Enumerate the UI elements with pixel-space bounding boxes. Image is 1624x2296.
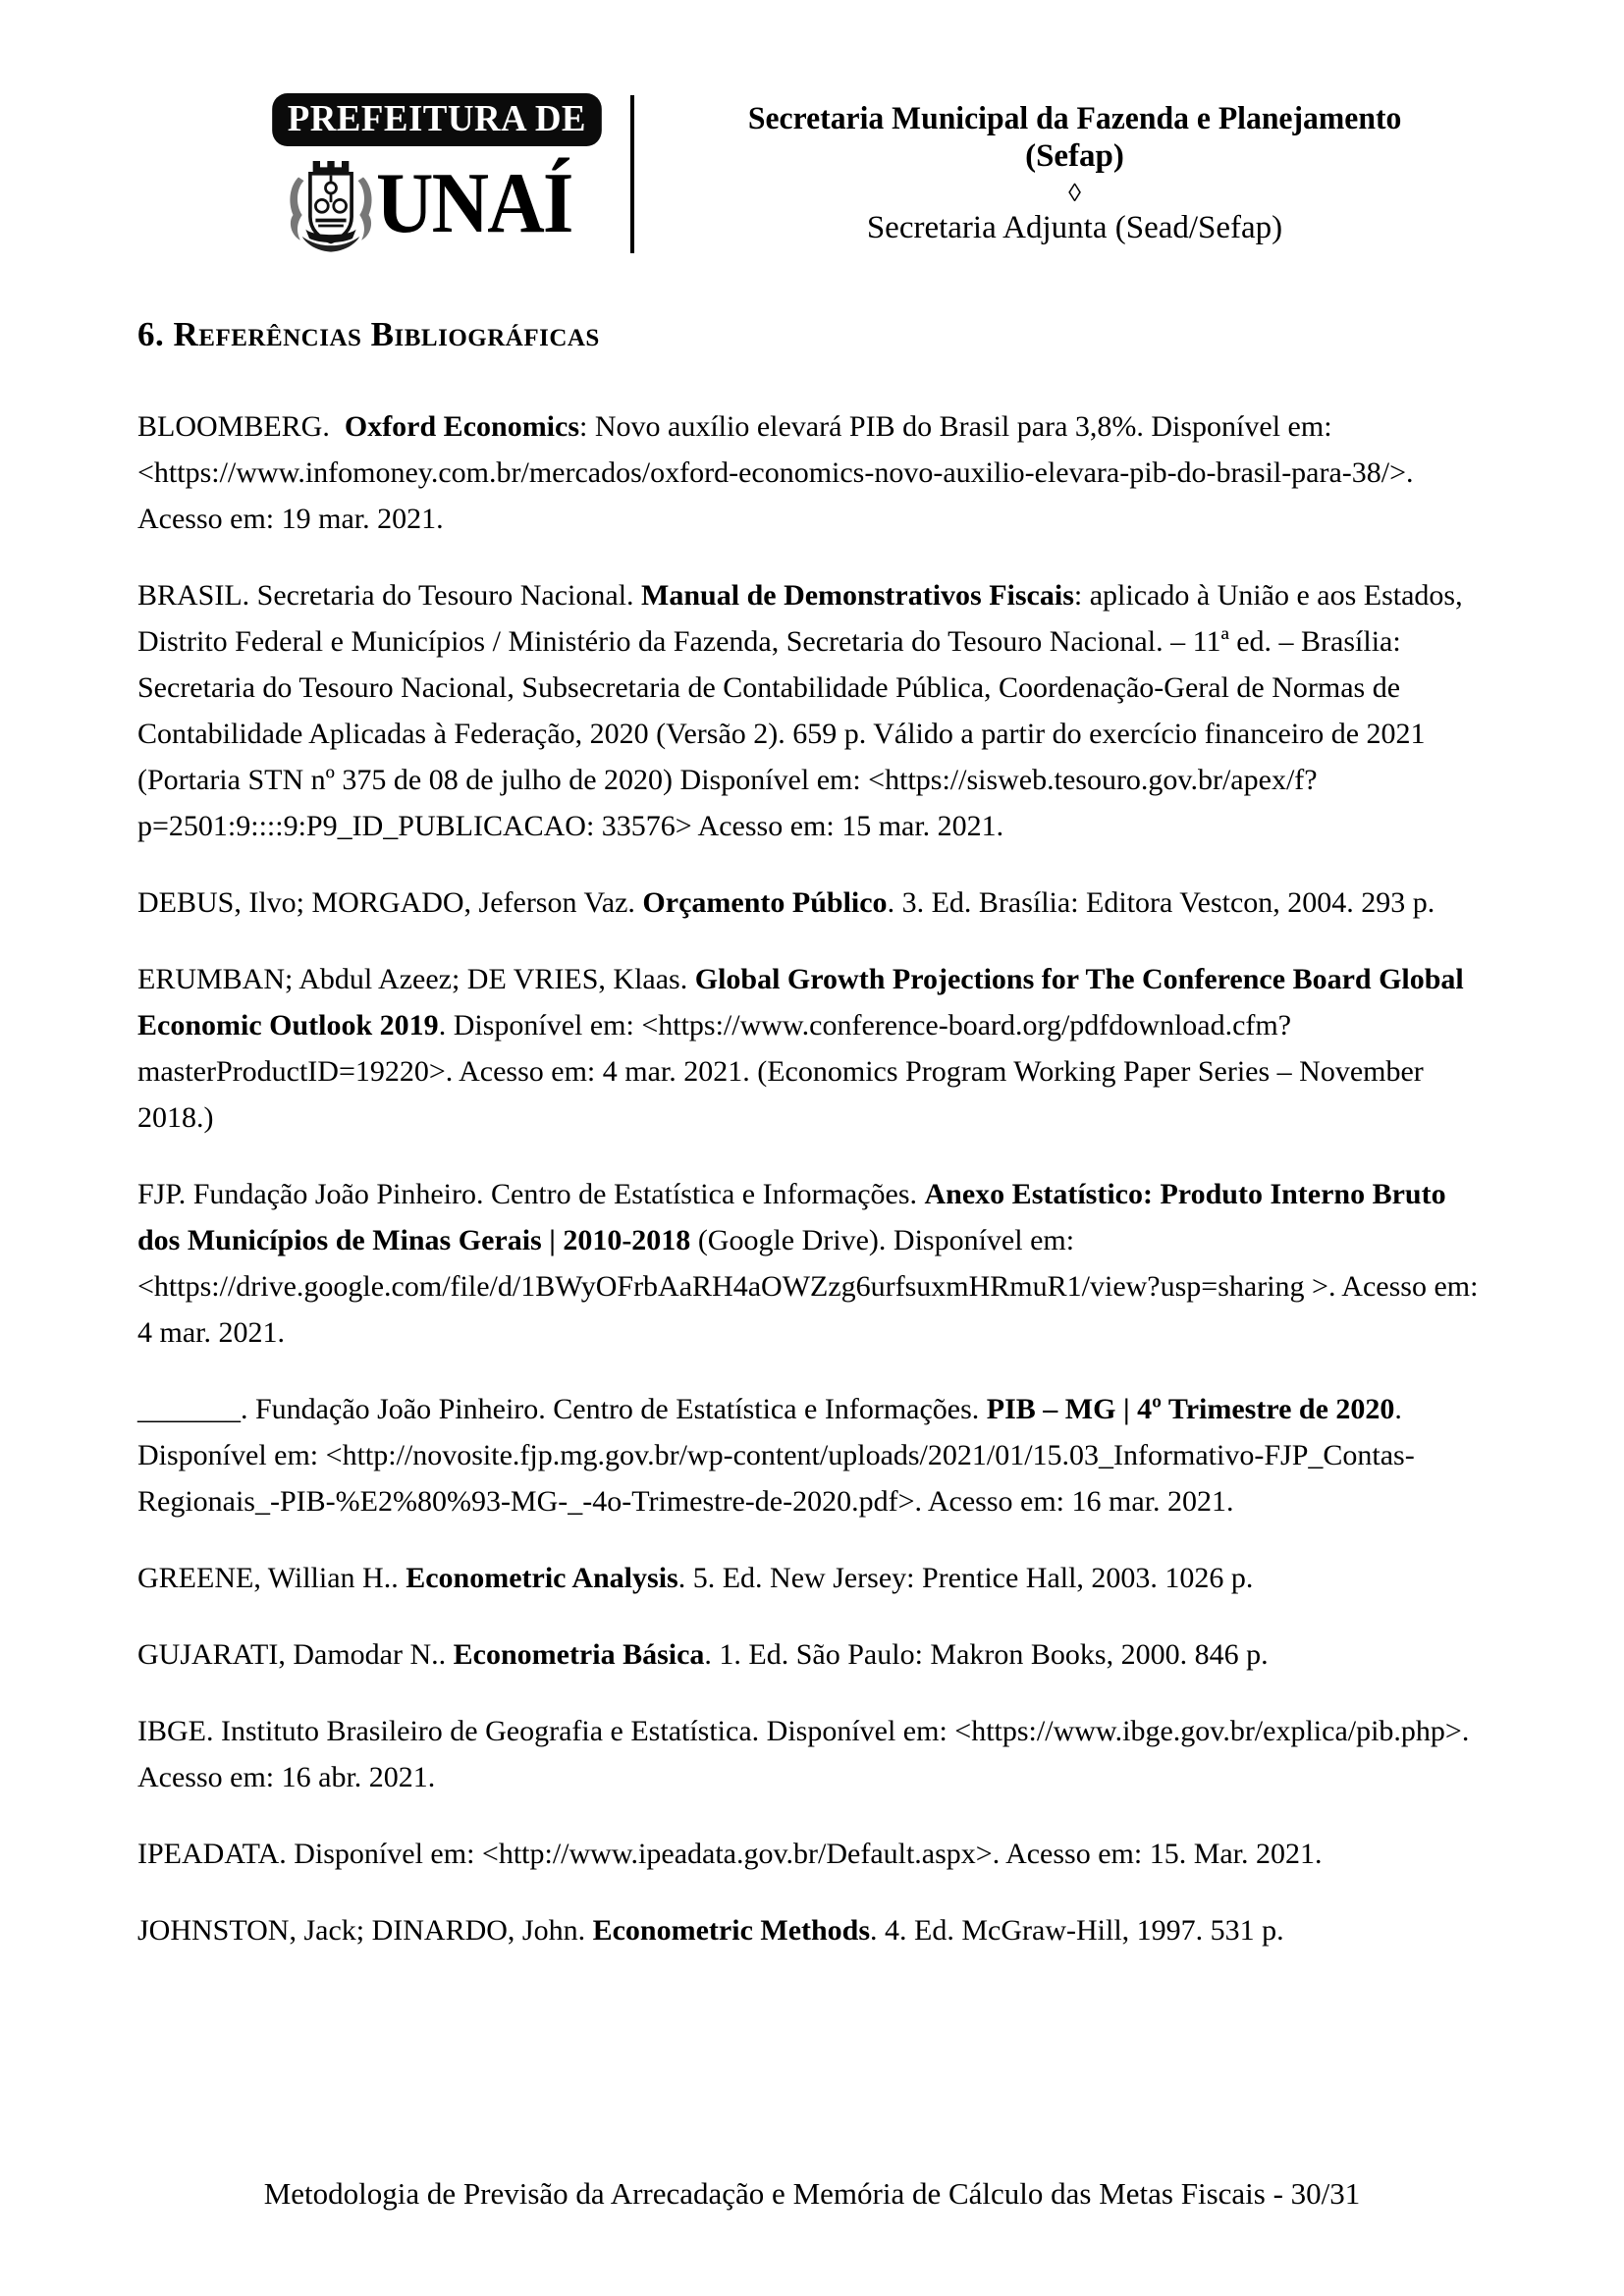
reference-text-segment: . Disponível em: <https://www.conference-board.org/pdfdownload.cfm?masterProductID=19220>. Acesso em: 4 mar. 2021. (Economics Program Working Paper Series – November 2018.) [137, 1008, 1432, 1134]
reference-entry [137, 956, 1488, 1141]
reference-title-segment: PIB – MG | 4º Trimestre de 2020 [986, 1392, 1395, 1425]
reference-text-segment: . 3. Ed. Brasília: Editora Vestcon, 2004. 293 p. [887, 885, 1435, 919]
references-list [137, 403, 1488, 1953]
reference-title-segment: Global Growth Projections for The Conference Board Global Economic Outlook 2019 [137, 962, 1472, 1041]
prefeitura-badge: PREFEITURA DE [272, 93, 601, 146]
department-name: Secretaria Municipal da Fazenda e Planejamento [747, 101, 1402, 136]
reference-title-segment: Econometric Analysis [406, 1561, 678, 1594]
logo-row [286, 150, 589, 258]
reference-text-segment: FJP. Fundação João Pinheiro. Centro de Estatística e Informações. [137, 1177, 925, 1210]
reference-text-segment: . Disponível em: <http://novosite.fjp.mg.gov.br/wp-content/uploads/2021/01/15.03_Informativo-FJP_Contas-Regionais_-PIB-%E2%80%93-MG-_-4o-Trimestre-de-2020.pdf>. Acesso em: 16 mar. 2021. [137, 1392, 1415, 1518]
reference-text-segment: BRASIL. Secretaria do Tesouro Nacional. [137, 578, 642, 612]
reference-entry [137, 1171, 1488, 1356]
reference-text-segment: IBGE. Instituto Brasileiro de Geografia e Estatística. Disponível em: <https://www.ibge.gov.br/explica/pib.php>. Acesso em: 16 abr. 2021. [137, 1714, 1476, 1793]
reference-text-segment: BLOOMBERG. [137, 409, 345, 443]
reference-entry [137, 1386, 1488, 1524]
section-heading: 6. Referências Bibliográficas [137, 315, 600, 353]
header-divider [630, 95, 634, 253]
reference-title-segment: Oxford Economics [344, 409, 580, 443]
reference-entry [137, 1555, 1488, 1601]
city-name: UNAÍ [375, 156, 572, 251]
footer-text: Metodologia de Previsão da Arrecadação e Memória de Cálculo das Metas Fiscais - 30/31 [263, 2175, 1361, 2211]
reference-text-segment: . 1. Ed. São Paulo: Makron Books, 2000. 846 p. [704, 1637, 1269, 1671]
reference-text-segment: : Novo auxílio elevará PIB do Brasil para 3,8%. Disponível em: <https://www.infomoney.com.br/mercados/oxford-economics-novo-auxilio-elevara-pib-do-brasil-para-38/>. Acesso em: 19 mar. 2021. [137, 409, 1420, 535]
reference-text-segment: DEBUS, Ilvo; MORGADO, Jeferson Vaz. [137, 885, 643, 919]
diamond-separator-icon: ◊ [1068, 178, 1081, 207]
reference-text-segment: GREENE, Willian H.. [137, 1561, 406, 1594]
document-header [285, 93, 1488, 265]
reference-title-segment: Econometric Methods [592, 1913, 871, 1947]
reference-title-segment: Econometria Básica [453, 1637, 705, 1671]
reference-text-segment: . 5. Ed. New Jersey: Prentice Hall, 2003. 1026 p. [677, 1561, 1254, 1594]
reference-text-segment: : aplicado à União e aos Estados, Distrito Federal e Municípios / Ministério da Fazenda, Secretaria do Tesouro Nacional. – 11ª ed. – Brasília: Secretaria do Tesouro Nacional, Subsecretaria de Contabilidade Pública, Coordenação-Geral de Normas de Contabilidade Aplicadas à Federação, 2020 (Versão 2). 659 p. Válido a partir do exercício financeiro de 2021 (Portaria STN nº 375 de 08 de julho de 2020) Disponível em: <https://sisweb.tesouro.gov.br/apex/f?p=2501:9::::9:P9_ID_PUBLICACAO: 33576> Acesso em: 15 mar. 2021. [137, 578, 1471, 842]
reference-title-segment: Anexo Estatístico: Produto Interno Bruto dos Municípios de Minas Gerais | 2010-2018 [137, 1177, 1454, 1256]
department-acronym: (Sefap) [1025, 137, 1124, 174]
reference-text-segment: JOHNSTON, Jack; DINARDO, John. [137, 1913, 593, 1947]
reference-text-segment: . 4. Ed. McGraw-Hill, 1997. 531 p. [870, 1913, 1284, 1947]
adjunct-department-name: Secretaria Adjunta (Sead/Sefap) [866, 210, 1283, 246]
reference-title-segment: Orçamento Público [642, 885, 888, 919]
reference-entry [137, 572, 1488, 849]
reference-text-segment: _______. Fundação João Pinheiro. Centro de Estatística e Informações. [137, 1392, 987, 1425]
prefeitura-logo [285, 93, 589, 265]
page-footer [0, 2175, 1624, 2212]
reference-text-segment: ERUMBAN; Abdul Azeez; DE VRIES, Klaas. [137, 962, 695, 995]
reference-entry [137, 1708, 1488, 1800]
reference-entry [137, 403, 1488, 542]
unai-coat-of-arms-icon [286, 150, 376, 258]
reference-entry [137, 1907, 1488, 1953]
reference-title-segment: Manual de Demonstrativos Fiscais [641, 578, 1074, 612]
reference-text-segment: GUJARATI, Damodar N.. [137, 1637, 454, 1671]
reference-text-segment: IPEADATA. Disponível em: <http://www.ipeadata.gov.br/Default.aspx>. Acesso em: 15. Mar. 2021. [137, 1837, 1323, 1870]
department-titles [662, 93, 1488, 265]
reference-entry [137, 1631, 1488, 1678]
reference-entry [137, 880, 1488, 926]
reference-text-segment: (Google Drive). Disponível em: <https://drive.google.com/file/d/1BWyOFrbAaRH4aOWZzg6urfsuxmHRmuR1/view?usp=sharing >. Acesso em: 4 mar. 2021. [137, 1223, 1486, 1349]
reference-entry [137, 1831, 1488, 1877]
